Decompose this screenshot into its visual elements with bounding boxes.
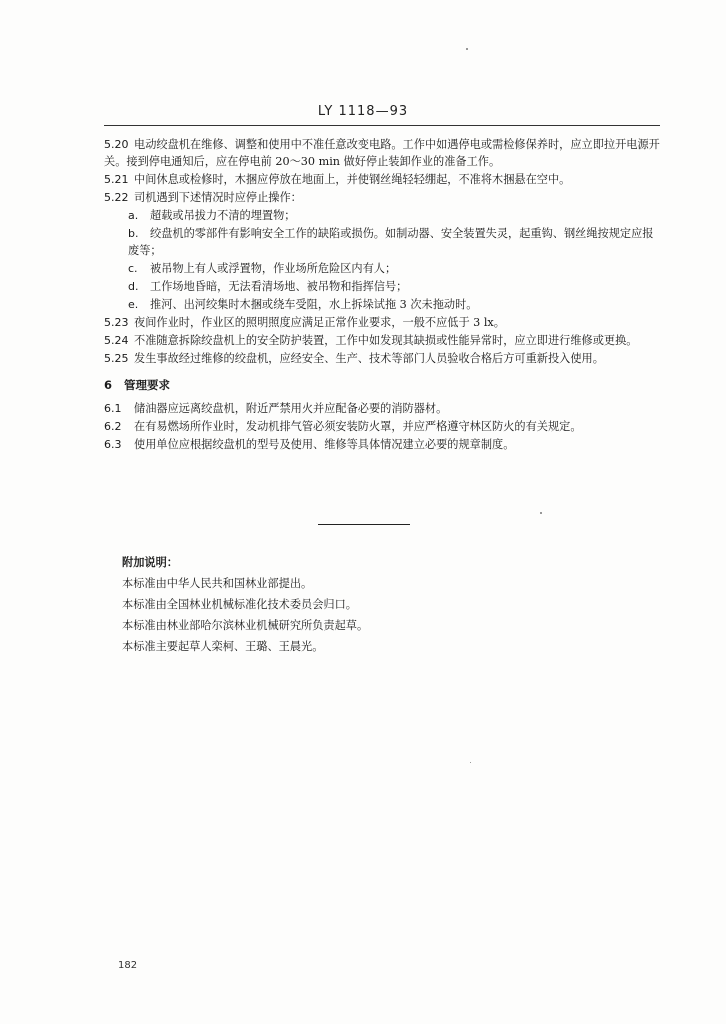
subitem-label: d. [128,280,139,293]
subitem-d [104,278,664,295]
page-number: 182 [118,960,138,971]
standard-code-header: LY 1118—93 [317,104,409,119]
clause-text: 发生事故经过维修的绞盘机，应经安全、生产、技术等部门人员验收合格后方可重新投入使用。 [134,352,604,365]
clause-number: 5.25 [104,352,129,365]
subitem-label: c. [128,262,138,275]
clause-text: 夜间作业时，作业区的照明照度应满足正常作业要求，一般不应低于 3 lx。 [134,316,505,329]
subitem-c [104,260,664,277]
scan-speck [466,48,468,50]
scan-speck [470,762,471,763]
scan-speck [540,512,542,514]
appendix-notes [122,552,622,657]
clause-text: 使用单位应根据绞盘机的型号及使用、维修等具体情况建立必要的规章制度。 [134,438,515,451]
appendix-line: 本标准由林业部哈尔滨林业机械研究所负责起草。 [122,619,369,632]
document-body [104,136,664,454]
clause-5-20 [104,136,664,170]
clause-text: 在有易燃场所作业时，发动机排气管必须安装防火罩，并应严格遵守林区防火的有关规定。 [134,420,582,433]
clause-number: 6.3 [104,438,122,451]
subitem-text: 工作场地昏暗，无法看清场地、被吊物和指挥信号； [150,280,408,293]
subitem-label: a. [128,209,139,222]
clause-text: 中间休息或检修时，木捆应停放在地面上，并使钢丝绳轻轻绷起，不准将木捆悬在空中。 [134,173,571,186]
section-number: 6 [104,378,113,392]
section-heading-6 [104,377,664,394]
clause-6-1 [104,400,664,417]
clause-number: 5.21 [104,173,129,186]
clause-6-2 [104,418,664,435]
appendix-title: 附加说明： [122,555,178,569]
clause-number: 5.22 [104,191,129,204]
clause-5-21 [104,171,664,188]
subitem-a [104,207,664,224]
clause-text: 储油器应远离绞盘机，附近严禁用火并应配备必要的消防器材。 [134,402,448,415]
subitem-text: 推河、出河绞集时木捆或绕车受阻，水上拆垛试拖 3 次未拖动时。 [150,298,478,311]
clause-number: 5.24 [104,334,129,347]
clause-5-25 [104,350,664,367]
clause-6-3 [104,436,664,453]
clause-number: 6.2 [104,420,122,433]
subitem-label: e. [128,298,139,311]
clause-5-22 [104,189,664,206]
subitem-text: 绞盘机的零部件有影响安全工作的缺陷或损伤。如制动器、安全装置失灵，起重钩、钢丝绳按规定应报废等； [128,227,654,257]
clause-number: 5.23 [104,316,129,329]
appendix-line: 本标准由中华人民共和国林业部提出。 [122,577,313,590]
clause-number: 5.20 [104,138,129,151]
clause-5-23 [104,314,664,331]
subitem-label: b. [128,227,139,240]
subitem-text: 超载或吊拔力不清的埋置物； [150,209,296,222]
clause-5-24 [104,332,664,349]
clause-text: 司机遇到下述情况时应停止操作： [134,191,302,204]
subitem-b [104,225,664,259]
appendix-line: 本标准由全国林业机械标准化技术委员会归口。 [122,598,357,611]
clause-text: 不准随意拆除绞盘机上的安全防护装置，工作中如发现其缺损或性能异常时，应立即进行维修或更换。 [134,334,638,347]
clause-text: 电动绞盘机在维修、调整和使用中不准任意改变电路。工作中如遇停电或需检修保养时，应立即拉开电源开关。接到停电通知后，应在停电前 20～30 min 做好停止装卸作业的准备工作。 [104,138,660,168]
clause-number: 6.1 [104,402,122,415]
subitem-text: 被吊物上有人或浮置物，作业场所危险区内有人； [150,262,397,275]
header-rule [104,125,660,126]
subitem-e [104,296,664,313]
section-title: 管理要求 [124,378,170,392]
appendix-line: 本标准主要起草人栾柯、王璐、王晨光。 [122,640,324,653]
end-rule [318,524,410,525]
